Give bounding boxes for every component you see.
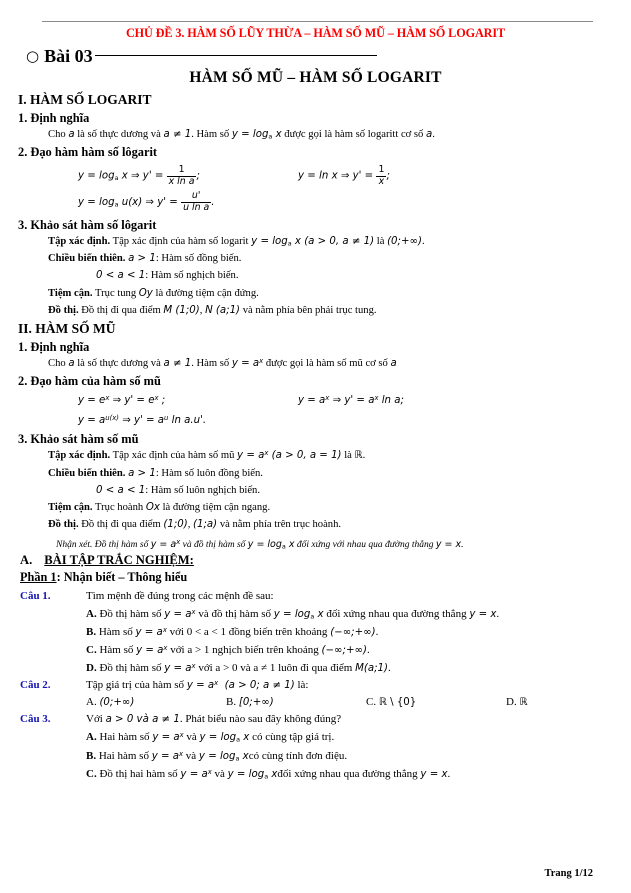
math-set-r: ℝ — [354, 450, 363, 462]
subheading-dinh-nghia-1: 1. Định nghĩa — [18, 111, 90, 125]
question-row — [0, 590, 631, 602]
option-letter: C. — [86, 644, 97, 657]
option-letter: B. — [226, 696, 237, 709]
math-point-n: N (a;1) — [205, 304, 241, 316]
math-a-base: a — [425, 129, 433, 140]
option-letter: D. — [506, 696, 517, 709]
math-nx-y-a-x: $y = a^x$ — [150, 537, 181, 550]
math-opt-y-a-x: $y = a^x$ — [151, 749, 184, 762]
text-va-do-thi: và đồ thị hàm số — [182, 539, 246, 550]
lesson-heading-row — [0, 46, 631, 67]
label-tap-xac-dinh: Tập xác định. — [48, 235, 111, 247]
math-a-neq-1: a ≠ 1 — [163, 129, 192, 140]
question-number: Câu 1. — [20, 589, 51, 602]
label-chieu-bien-thien-2: Chiều biến thiên. — [48, 467, 126, 479]
text-luon-dong-bien: : Hàm số luôn đồng biến. — [155, 467, 263, 479]
option-text-c: đối xứng nhau qua đường thẳng — [326, 607, 467, 620]
text-tiem-can-ngang: là đường tiệm cận ngang. — [162, 502, 271, 514]
question-row — [0, 679, 631, 691]
text-truc-hoanh: Trục hoành — [95, 502, 144, 514]
text-cho-2: Cho — [48, 358, 66, 370]
text-period-2: . — [421, 235, 425, 247]
text-nghich-bien: : Hàm số nghịch biến. — [145, 270, 239, 282]
subheading-dinh-nghia-2: 1. Định nghĩa — [18, 340, 90, 355]
math-0-lt-a-lt-1: 0 < a < 1 — [96, 270, 146, 282]
option-item[interactable] — [366, 696, 506, 708]
header-divider — [42, 21, 593, 22]
option-text-d: . — [447, 768, 451, 781]
option-text-b: và — [186, 731, 197, 744]
text-period-3: . — [362, 450, 366, 462]
math-0-lt-a-lt-1-b: 0 < a < 1 — [96, 484, 146, 496]
math-a-2: a — [68, 358, 75, 370]
text-ham-so-2: . Hàm số — [191, 358, 230, 370]
text-luon-nghich-bien: : Hàm số luôn nghịch biến. — [145, 484, 260, 496]
option-text-a: Đồ thị hàm số — [99, 662, 162, 675]
text-period-4: . — [461, 539, 464, 550]
math-opt-y-a-x: $y = a^x$ — [152, 731, 184, 744]
option-text-a: Hàm số — [99, 644, 134, 657]
math-y-a-x-domain: $y = a^x$ (a > 0, a = 1) — [237, 449, 342, 462]
math-opt-y-a-x: $y = a^x$ — [135, 626, 167, 639]
math-y-a-x: $y = a^x$ — [231, 357, 264, 370]
option-letter: A. — [86, 731, 97, 744]
question-text: Tập giá trị của hàm số $y = a^x$ (a > 0; a ≠ 1) là: — [86, 679, 309, 692]
option-text-c: có cùng tính đơn điệu. — [248, 749, 348, 762]
math-y-log-a-x: $y = \log_a x$ — [231, 129, 282, 141]
text-tiem-can-dung: là đường tiệm cận đứng. — [155, 287, 259, 299]
exercise-section-title: BÀI TẬP TRẮC NGHIỆM: — [44, 552, 194, 567]
option-row-inline — [0, 696, 631, 708]
paragraph-do-thi-1 — [0, 304, 631, 318]
formula-derivative-log-a: $y = \log_a x$ ⇒ y' = $\frac{1}{\text{x ln a}}$ ; — [78, 164, 200, 187]
exercise-section-label: A. — [20, 552, 33, 567]
math-y-log-a-x-domain: $y = \log_a x$ (a > 0, a ≠ 1) — [251, 235, 375, 248]
subheading-dao-ham-mu: 2. Đạo hàm của hàm số mũ — [18, 374, 161, 389]
option-text-c: . — [375, 626, 379, 639]
option-text-a: Đồ thị hàm số — [99, 607, 162, 620]
section-heading-mu: II. HÀM SỐ MŨ — [18, 321, 116, 337]
text-la: là — [376, 235, 385, 247]
math-opt-y-log-a-x: $y = \log_a x$ — [273, 608, 324, 621]
formula-derivative-log-u: $y = \log_a u(x)$ ⇒ y' = $\frac{u'}{\text{u ln a}}$ . — [78, 190, 215, 213]
text-comma-2: , — [187, 519, 191, 531]
document-content — [0, 26, 631, 781]
text-di-qua-diem: Đồ thị đi qua điểm — [81, 304, 161, 316]
label-nhan-xet: Nhận xét. — [56, 539, 93, 550]
option-letter: C. — [366, 696, 377, 709]
option-text-b: và đồ thị hàm số — [198, 607, 272, 620]
label-tap-xac-dinh-2: Tập xác định. — [48, 450, 111, 462]
section-heading-logarit: I. HÀM SỐ LOGARIT — [18, 92, 152, 107]
subject-title: HÀM SỐ MŨ – HÀM SỐ LOGARIT — [189, 69, 442, 86]
option-item[interactable] — [0, 608, 631, 620]
label-tiem-can-2: Tiệm cận. — [48, 502, 93, 514]
page-footer: Trang 1/12 — [544, 868, 593, 879]
option-text-b: với a > 0 và a ≠ 1 luôn đi qua điểm — [198, 662, 353, 675]
option-text-a: Hai hàm số — [98, 749, 149, 762]
option-value: [0;+∞) — [238, 697, 274, 709]
question-number: Câu 3. — [20, 713, 51, 726]
option-item[interactable] — [86, 696, 226, 708]
question-text: Với a > 0 và a ≠ 1. Phát biểu nào sau đây không đúng? — [86, 713, 342, 726]
math-interval-0-inf: (0;+∞) — [387, 235, 422, 247]
paragraph-tap-xac-dinh-1 — [0, 235, 631, 249]
math-opt-y-x: y = x — [469, 608, 497, 620]
text-la-so-thuc-2: là số thực dương và — [77, 358, 161, 370]
question-text: Tìm mệnh đề đúng trong các mệnh đề sau: — [86, 589, 274, 602]
exercise-part-rest: : Nhận biết – Thông hiểu — [56, 569, 188, 584]
fraction-1-over-xlna: $\frac{1}{\text{x ln a}}$ — [168, 164, 195, 187]
math-a-neq-1-2: a ≠ 1 — [163, 358, 192, 370]
lesson-label: Bài 03 — [44, 46, 93, 66]
option-text-b: và — [214, 768, 225, 781]
formula-derivative-exp-e: $y = e^x$ ⇒ $y' = e^x$ ; — [78, 394, 166, 407]
option-letter: A. — [86, 607, 97, 620]
subheading-khao-sat-logarit: 3. Khảo sát hàm số lôgarit — [18, 217, 157, 232]
label-do-thi-2: Đồ thị. — [48, 519, 79, 531]
option-item[interactable] — [506, 696, 528, 708]
document-title: CHỦ ĐỀ 3. HÀM SỐ LŨY THỪA – HÀM SỐ MŨ – HÀM SỐ LOGARIT — [125, 26, 506, 40]
option-letter: D. — [86, 662, 97, 675]
math-opt-y-log-a-x: $y = \log_a x$ — [227, 769, 278, 781]
option-item[interactable] — [0, 731, 631, 743]
label-chieu-bien-thien: Chiều biến thiên. — [48, 252, 126, 264]
option-text-c: có cùng tập giá trị. — [252, 731, 335, 744]
math-a-gt-1: a > 1 — [128, 252, 156, 264]
exercise-part-label: Phần 1 — [20, 569, 57, 584]
text-tren-truc-hoanh: và nằm phía trên trục hoành. — [219, 519, 342, 531]
math-point-1-0: (1;0) — [163, 519, 188, 531]
paragraph-chieu-bien-thien-2b — [0, 484, 631, 498]
text-ham-so: . Hàm số — [191, 129, 230, 140]
math-a-gt-1-b: a > 1 — [128, 467, 156, 479]
formula-row-mu-2 — [0, 410, 631, 428]
subheading-dao-ham-logarit: 2. Đạo hàm hàm số lôgarit — [18, 145, 158, 160]
exercise-part-heading — [0, 570, 631, 585]
formula-derivative-exp-u: $y = a^{u(x)}$ ⇒ $y' = a^u$ ln a.u'. — [78, 414, 207, 427]
text-di-qua-diem-2: Đồ thị đi qua điểm — [81, 519, 161, 531]
math-nx-y-x: y = x — [435, 538, 462, 550]
paragraph-dinh-nghia-2 — [0, 357, 631, 371]
math-opt-y-a-x: $y = a^x$ — [136, 644, 168, 657]
option-text-a: Hai hàm số — [99, 731, 150, 744]
paragraph-nhan-xet — [0, 538, 631, 550]
option-letter: B. — [86, 626, 97, 639]
math-opt-y-a-x: $y = a^x$ — [164, 608, 196, 620]
paragraph-tap-xac-dinh-2 — [0, 449, 631, 463]
label-do-thi: Đồ thị. — [48, 304, 79, 316]
option-value: (0;+∞) — [99, 697, 135, 709]
formula-row-logarit-2 — [0, 191, 631, 213]
formula-row-mu-1 — [0, 394, 631, 406]
paragraph-dinh-nghia-1 — [0, 128, 631, 142]
math-opt-interval: (−∞;+∞) — [330, 627, 376, 639]
math-ox: Ox — [145, 502, 160, 514]
paragraph-chieu-bien-thien-1b — [0, 269, 631, 283]
text-comma: , — [199, 304, 203, 316]
fraction-u-over-ulna: $\frac{u'}{\text{u ln a}}$ — [183, 190, 210, 213]
option-text-b: với 0 < a < 1 đồng biến trên khoảng — [169, 626, 328, 639]
math-opt-y-a-x: $y = a^x$ — [164, 662, 196, 675]
math-a: a — [68, 129, 75, 140]
option-text-a: Hàm số — [98, 626, 133, 639]
formula-derivative-ln: y = ln x ⇒ y' = $\frac{1}{x}$ ; — [298, 164, 390, 187]
subheading-khao-sat-mu: 3. Khảo sát hàm số mũ — [18, 432, 139, 447]
circle-bullet-icon: ○ — [26, 47, 40, 65]
option-value: ℝ — [519, 697, 528, 709]
question-number: Câu 2. — [20, 679, 51, 692]
math-opt-y-log-a-x: $y = \log_a x$ — [199, 732, 250, 744]
text-tap-xac-dinh-2: Tập xác định của hàm số mũ — [112, 450, 235, 462]
text-period: . — [432, 129, 435, 140]
option-text-a: Đồ thị hai hàm số — [99, 768, 178, 781]
text-duoc-goi-2: được gọi là hàm số mũ cơ số — [265, 358, 388, 370]
option-item[interactable] — [0, 662, 631, 674]
label-tiem-can: Tiệm cận. — [48, 287, 93, 299]
paragraph-chieu-bien-thien-1 — [0, 252, 631, 266]
paragraph-do-thi-2 — [0, 518, 631, 532]
option-item[interactable] — [0, 768, 631, 780]
option-letter: A. — [86, 696, 97, 709]
text-la-2: là — [344, 450, 352, 462]
paragraph-tiem-can-1 — [0, 287, 631, 301]
option-text-c: . — [387, 662, 391, 675]
text-la-so-thuc: là số thực dương và — [77, 129, 161, 140]
option-item[interactable] — [0, 644, 631, 656]
text-ben-phai: và nằm phía bên phải trục tung. — [242, 304, 377, 316]
math-opt-y-x: y = x — [420, 769, 448, 781]
math-nx-y-log-a-x: $y = \log_a x$ — [247, 538, 295, 550]
text-duoc-goi: được gọi là hàm số logaritt cơ số — [284, 129, 424, 140]
math-opt-y-log-a-x: $y = \log_a x$ — [198, 750, 249, 763]
option-item[interactable] — [0, 626, 631, 638]
text-truc-tung: Trục tung — [95, 287, 137, 299]
math-point-1-a: (1;a) — [193, 519, 218, 531]
math-point-m: M (1;0) — [163, 304, 200, 316]
exercise-section-heading — [0, 553, 631, 568]
fraction-1-over-x: $\frac{1}{x}$ — [378, 164, 385, 187]
option-text-b: với a > 1 nghịch biến trên khoảng — [170, 644, 319, 657]
math-opt-y-a-x: $y = a^x$ — [180, 768, 212, 781]
paragraph-tiem-can-2 — [0, 501, 631, 515]
text-doi-xung: đối xứng với nhau qua đường thẳng — [296, 539, 434, 550]
option-value: ℝ \ {0} — [378, 697, 417, 709]
lesson-underline — [95, 55, 377, 56]
text-tap-xac-dinh: Tập xác định của hàm số logarit — [112, 235, 249, 247]
option-letter: C. — [86, 768, 97, 781]
text-cho: Cho — [48, 129, 66, 140]
option-letter: B. — [86, 749, 97, 762]
math-a-base-2: a — [390, 358, 397, 370]
paragraph-chieu-bien-thien-2 — [0, 467, 631, 481]
option-text-c: . — [366, 644, 370, 657]
option-text-b: và — [185, 749, 197, 762]
math-opt-point-m: M(a;1) — [355, 663, 388, 675]
math-opt-interval: (−∞;+∞) — [321, 645, 367, 657]
option-text-d: . — [496, 607, 500, 620]
option-item[interactable] — [0, 750, 631, 762]
option-text-c: đối xứng nhau qua đường thẳng — [277, 768, 418, 781]
question-row — [0, 713, 631, 725]
formula-row-logarit-1 — [0, 165, 631, 187]
math-oy: Oy — [138, 287, 153, 299]
text-do-thi-ham-so: Đồ thị hàm số — [94, 539, 149, 550]
option-item[interactable] — [226, 696, 366, 708]
formula-derivative-exp-a: $y = a^x$ ⇒ $y' = a^x$ ln a; — [298, 394, 404, 407]
text-dong-bien: : Hàm số đồng biến. — [155, 252, 242, 264]
